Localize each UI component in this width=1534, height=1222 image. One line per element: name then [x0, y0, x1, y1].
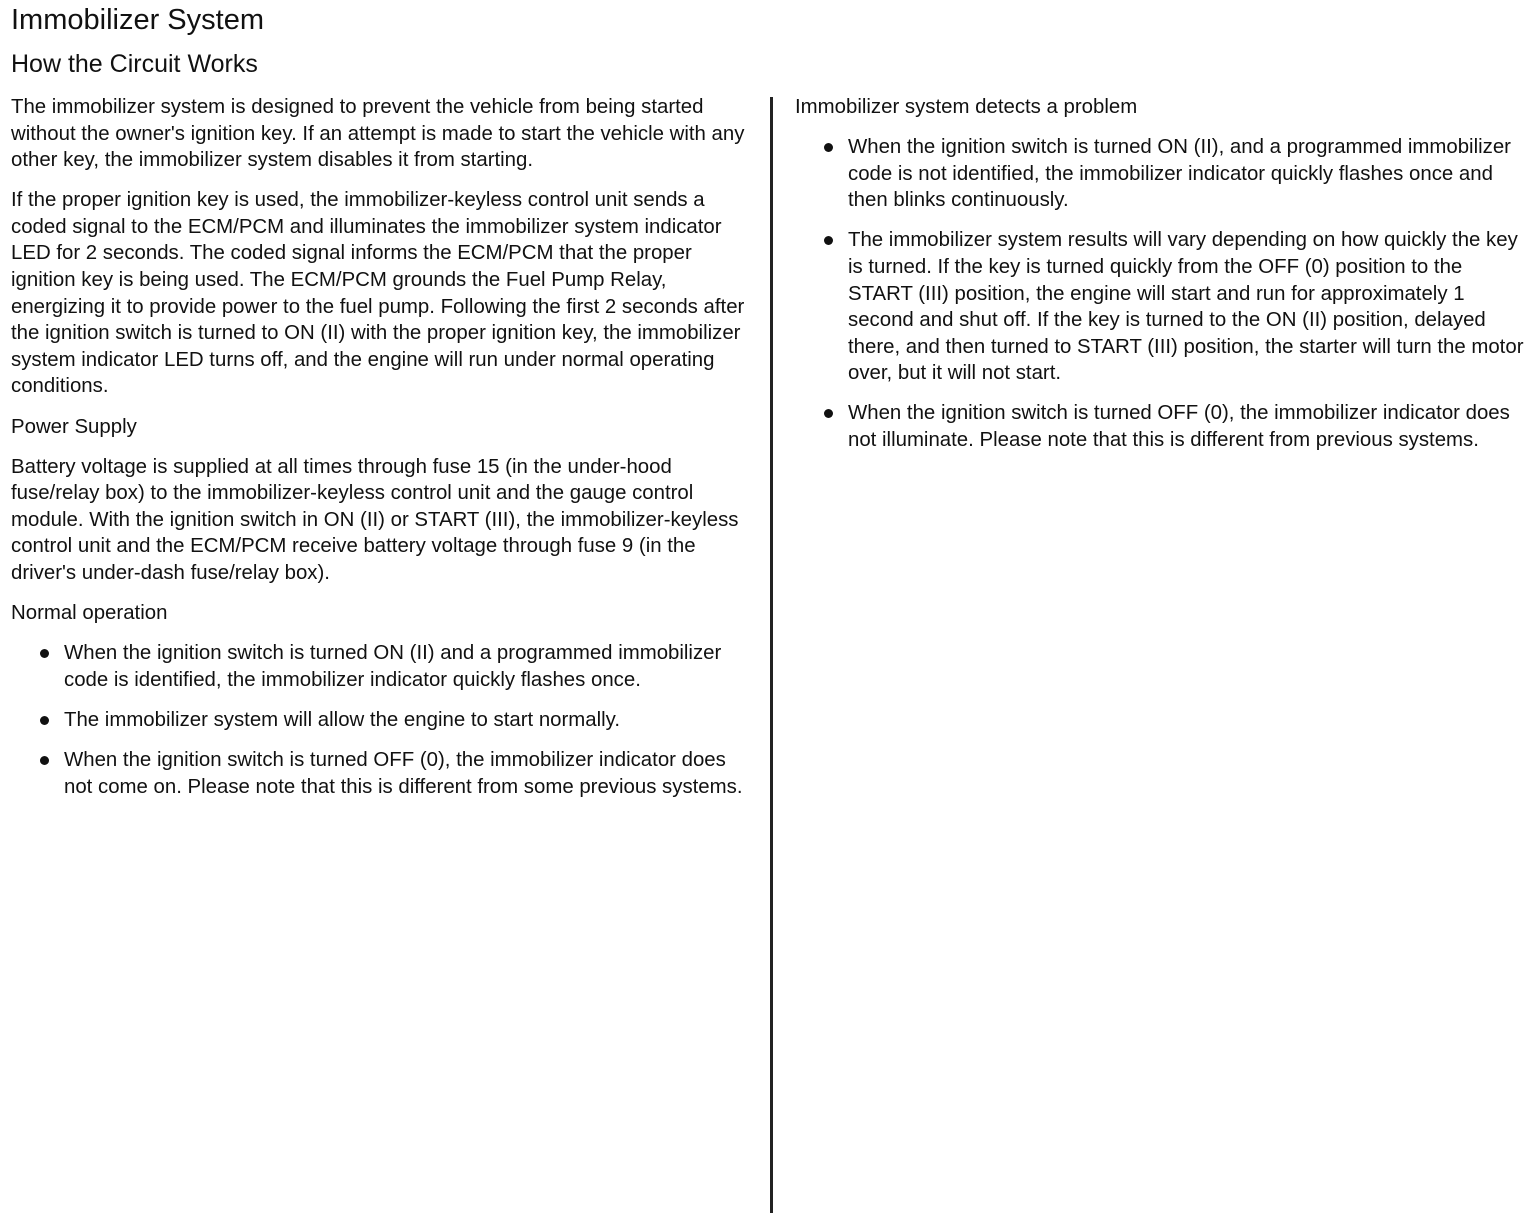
bullet-icon: [824, 143, 833, 152]
power-supply-heading: Power Supply: [11, 415, 137, 438]
bullet-icon: [824, 409, 833, 418]
column-divider: [770, 97, 773, 1213]
problem-heading: Immobilizer system detects a problem: [795, 96, 1138, 118]
list-item-text: The immobilizer system results will vary depending on how quickly the key is turned. If the key is turned quickly from the OFF (0) position to the START (III) position, the engine will start and run for approximately 1 second and shut off. If the key is turned to the ON (II) position, delayed there, and then turned to START (III) position, the starter will turn the motor over, but it will not start.: [848, 229, 1524, 385]
proper-key-paragraph: If the proper ignition key is used, the immobilizer-keyless control unit sends a coded signal to the ECM/PCM and illuminates the immobilizer system indicator LED for 2 seconds. The coded signal informs the ECM/PCM that the proper ignition key is being used. The ECM/PCM grounds the Fuel Pump Relay, energizing it to provide power to the fuel pump. Following the first 2 seconds after the ignition switch is turned to ON (II) with the proper ignition key, the immobilizer system indicator LED turns off, and the engine will run under normal operating conditions.: [11, 189, 745, 398]
list-item-text: When the ignition switch is turned OFF (0), the immobilizer indicator does not come on. Please note that this is different from some previous systems.: [64, 748, 743, 798]
list-item: [11, 640, 759, 693]
bullet-icon: [40, 649, 49, 658]
normal-operation-list: [11, 640, 759, 800]
list-item: [11, 747, 759, 800]
page-title: Immobilizer System: [11, 4, 264, 36]
right-column: [795, 94, 1530, 467]
normal-operation-heading: Normal operation: [11, 602, 168, 625]
bullet-icon: [824, 236, 833, 245]
list-item: [795, 134, 1530, 214]
left-column: [11, 94, 759, 814]
list-item-text: When the ignition switch is turned OFF (0), the immobilizer indicator does not illuminate. Please note that this is different from previous systems.: [848, 402, 1510, 452]
page-subtitle: How the Circuit Works: [11, 50, 258, 78]
bullet-icon: [40, 716, 49, 725]
list-item-text: The immobilizer system will allow the engine to start normally.: [64, 708, 621, 731]
list-item: [795, 227, 1530, 387]
list-item: [11, 707, 759, 734]
bullet-icon: [40, 756, 49, 765]
list-item-text: When the ignition switch is turned ON (II) and a programmed immobilizer code is identified, the immobilizer indicator quickly flashes once.: [64, 642, 722, 691]
intro-paragraph: The immobilizer system is designed to prevent the vehicle from being started without the owner's ignition key. If an attempt is made to start the vehicle with any other key, the immobilizer system disables it from starting.: [11, 96, 745, 172]
list-item-text: When the ignition switch is turned ON (II), and a programmed immobilizer code is not identified, the immobilizer indicator quickly flashes once and then blinks continuously.: [848, 136, 1511, 212]
list-item: [795, 400, 1530, 453]
problem-list: [795, 134, 1530, 454]
power-supply-paragraph: Battery voltage is supplied at all times through fuse 15 (in the under-hood fuse/relay box) to the immobilizer-keyless control unit and the gauge control module. With the ignition switch in ON (II) or START (III), the immobilizer-keyless control unit and the ECM/PCM receive battery voltage through fuse 9 (in the driver's under-dash fuse/relay box).: [11, 455, 739, 584]
